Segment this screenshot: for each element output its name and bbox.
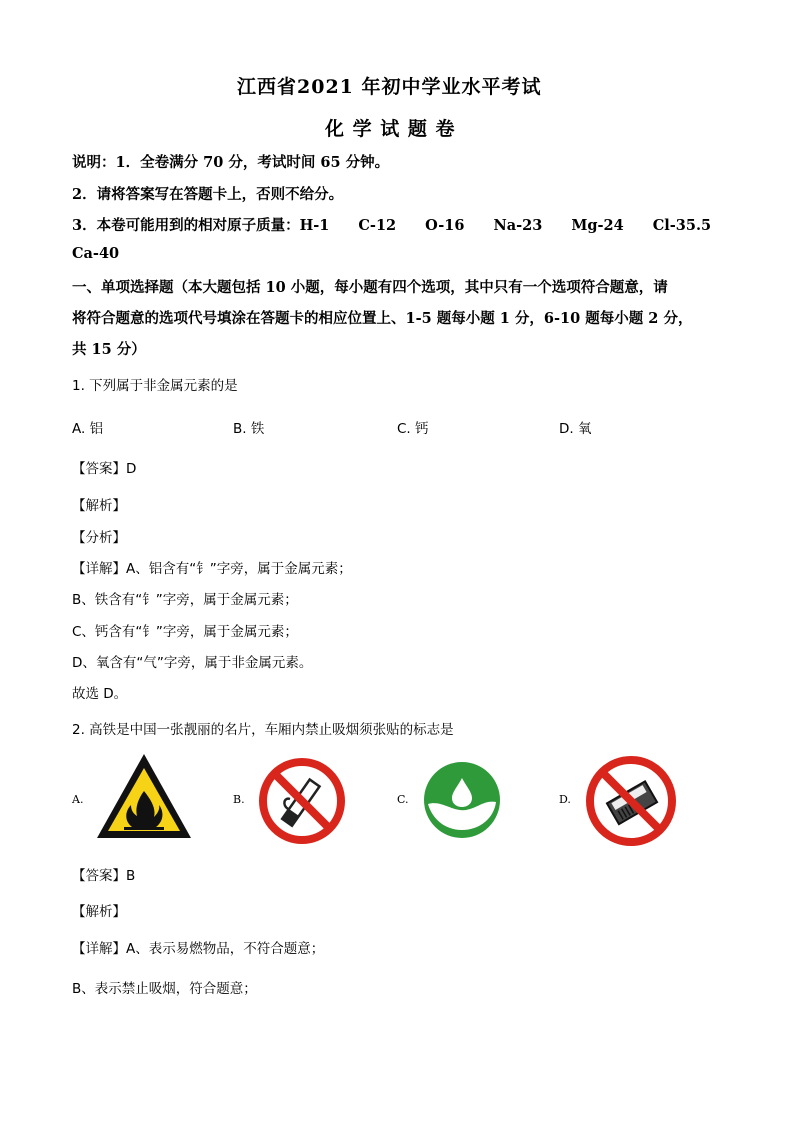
- q1-fenxi-label: 【分析】: [72, 530, 126, 546]
- q2-answer: 【答案】B: [72, 868, 136, 884]
- q2-option-d-label: D.: [559, 793, 571, 806]
- q1-detail-4: D、氧含有“气”字旁，属于非金属元素。: [72, 655, 313, 671]
- q2-detail-2: B、表示禁止吸烟，符合题意；: [72, 981, 257, 997]
- q2-option-c-label: C.: [397, 793, 409, 806]
- q1-detail-2: B、铁含有“钅”字旁，属于金属元素；: [72, 592, 298, 608]
- q1-detail-1: 【详解】A、铝含有“钅”字旁，属于金属元素；: [72, 561, 352, 577]
- q2-option-a-label: A.: [72, 793, 84, 806]
- section-heading-line-3: 共 15 分）: [72, 341, 146, 358]
- instruction-line-2: 2．请将答案写在答题卡上，否则不给分。: [72, 186, 344, 203]
- flammable-warning-icon: [94, 751, 194, 841]
- instruction-line-1: 说明：1．全卷满分 70 分，考试时间 65 分钟。: [72, 154, 390, 171]
- q2-detail-1: 【详解】A、表示易燃物品，不符合题意；: [72, 941, 325, 957]
- no-smoking-icon: [258, 757, 346, 845]
- q1-analysis-label: 【解析】: [72, 498, 126, 514]
- q1-option-c: C. 钙: [397, 421, 429, 437]
- no-matches-icon: [585, 755, 677, 847]
- q1-detail-3: C、钙含有“钅”字旁，属于金属元素；: [72, 624, 298, 640]
- q1-option-d: D. 氧: [559, 421, 592, 437]
- section-heading-line-2: 将符合题意的选项代号填涂在答题卡的相应位置上、1-5 题每小题 1 分，6-10 题每小题 2 分，: [72, 310, 693, 327]
- q1-answer: 【答案】D: [72, 461, 137, 477]
- q1-stem: 1. 下列属于非金属元素的是: [72, 378, 238, 394]
- instruction-line-4: Ca-40: [72, 245, 120, 262]
- q1-option-a: A. 铝: [72, 421, 104, 437]
- q1-option-b: B. 铁: [233, 421, 265, 437]
- page-title: 江西省2021 年初中学业水平考试: [237, 76, 542, 98]
- section-heading-line-1: 一、单项选择题（本大题包括 10 小题，每小题有四个选项，其中只有一个选项符合题意，请: [72, 279, 668, 296]
- q2-analysis-label: 【解析】: [72, 904, 126, 920]
- q1-detail-5: 故选 D。: [72, 686, 128, 702]
- q2-option-b-label: B.: [233, 793, 245, 806]
- page-subtitle: 化 学 试 题 卷: [325, 118, 456, 140]
- water-saving-icon: [422, 760, 502, 840]
- instruction-line-3: 3．本卷可能用到的相对原子质量：H-1 C-12 O-16 Na-23 Mg-24 Cl-35.5: [72, 217, 712, 234]
- q2-stem: 2. 高铁是中国一张靓丽的名片，车厢内禁止吸烟须张贴的标志是: [72, 722, 454, 738]
